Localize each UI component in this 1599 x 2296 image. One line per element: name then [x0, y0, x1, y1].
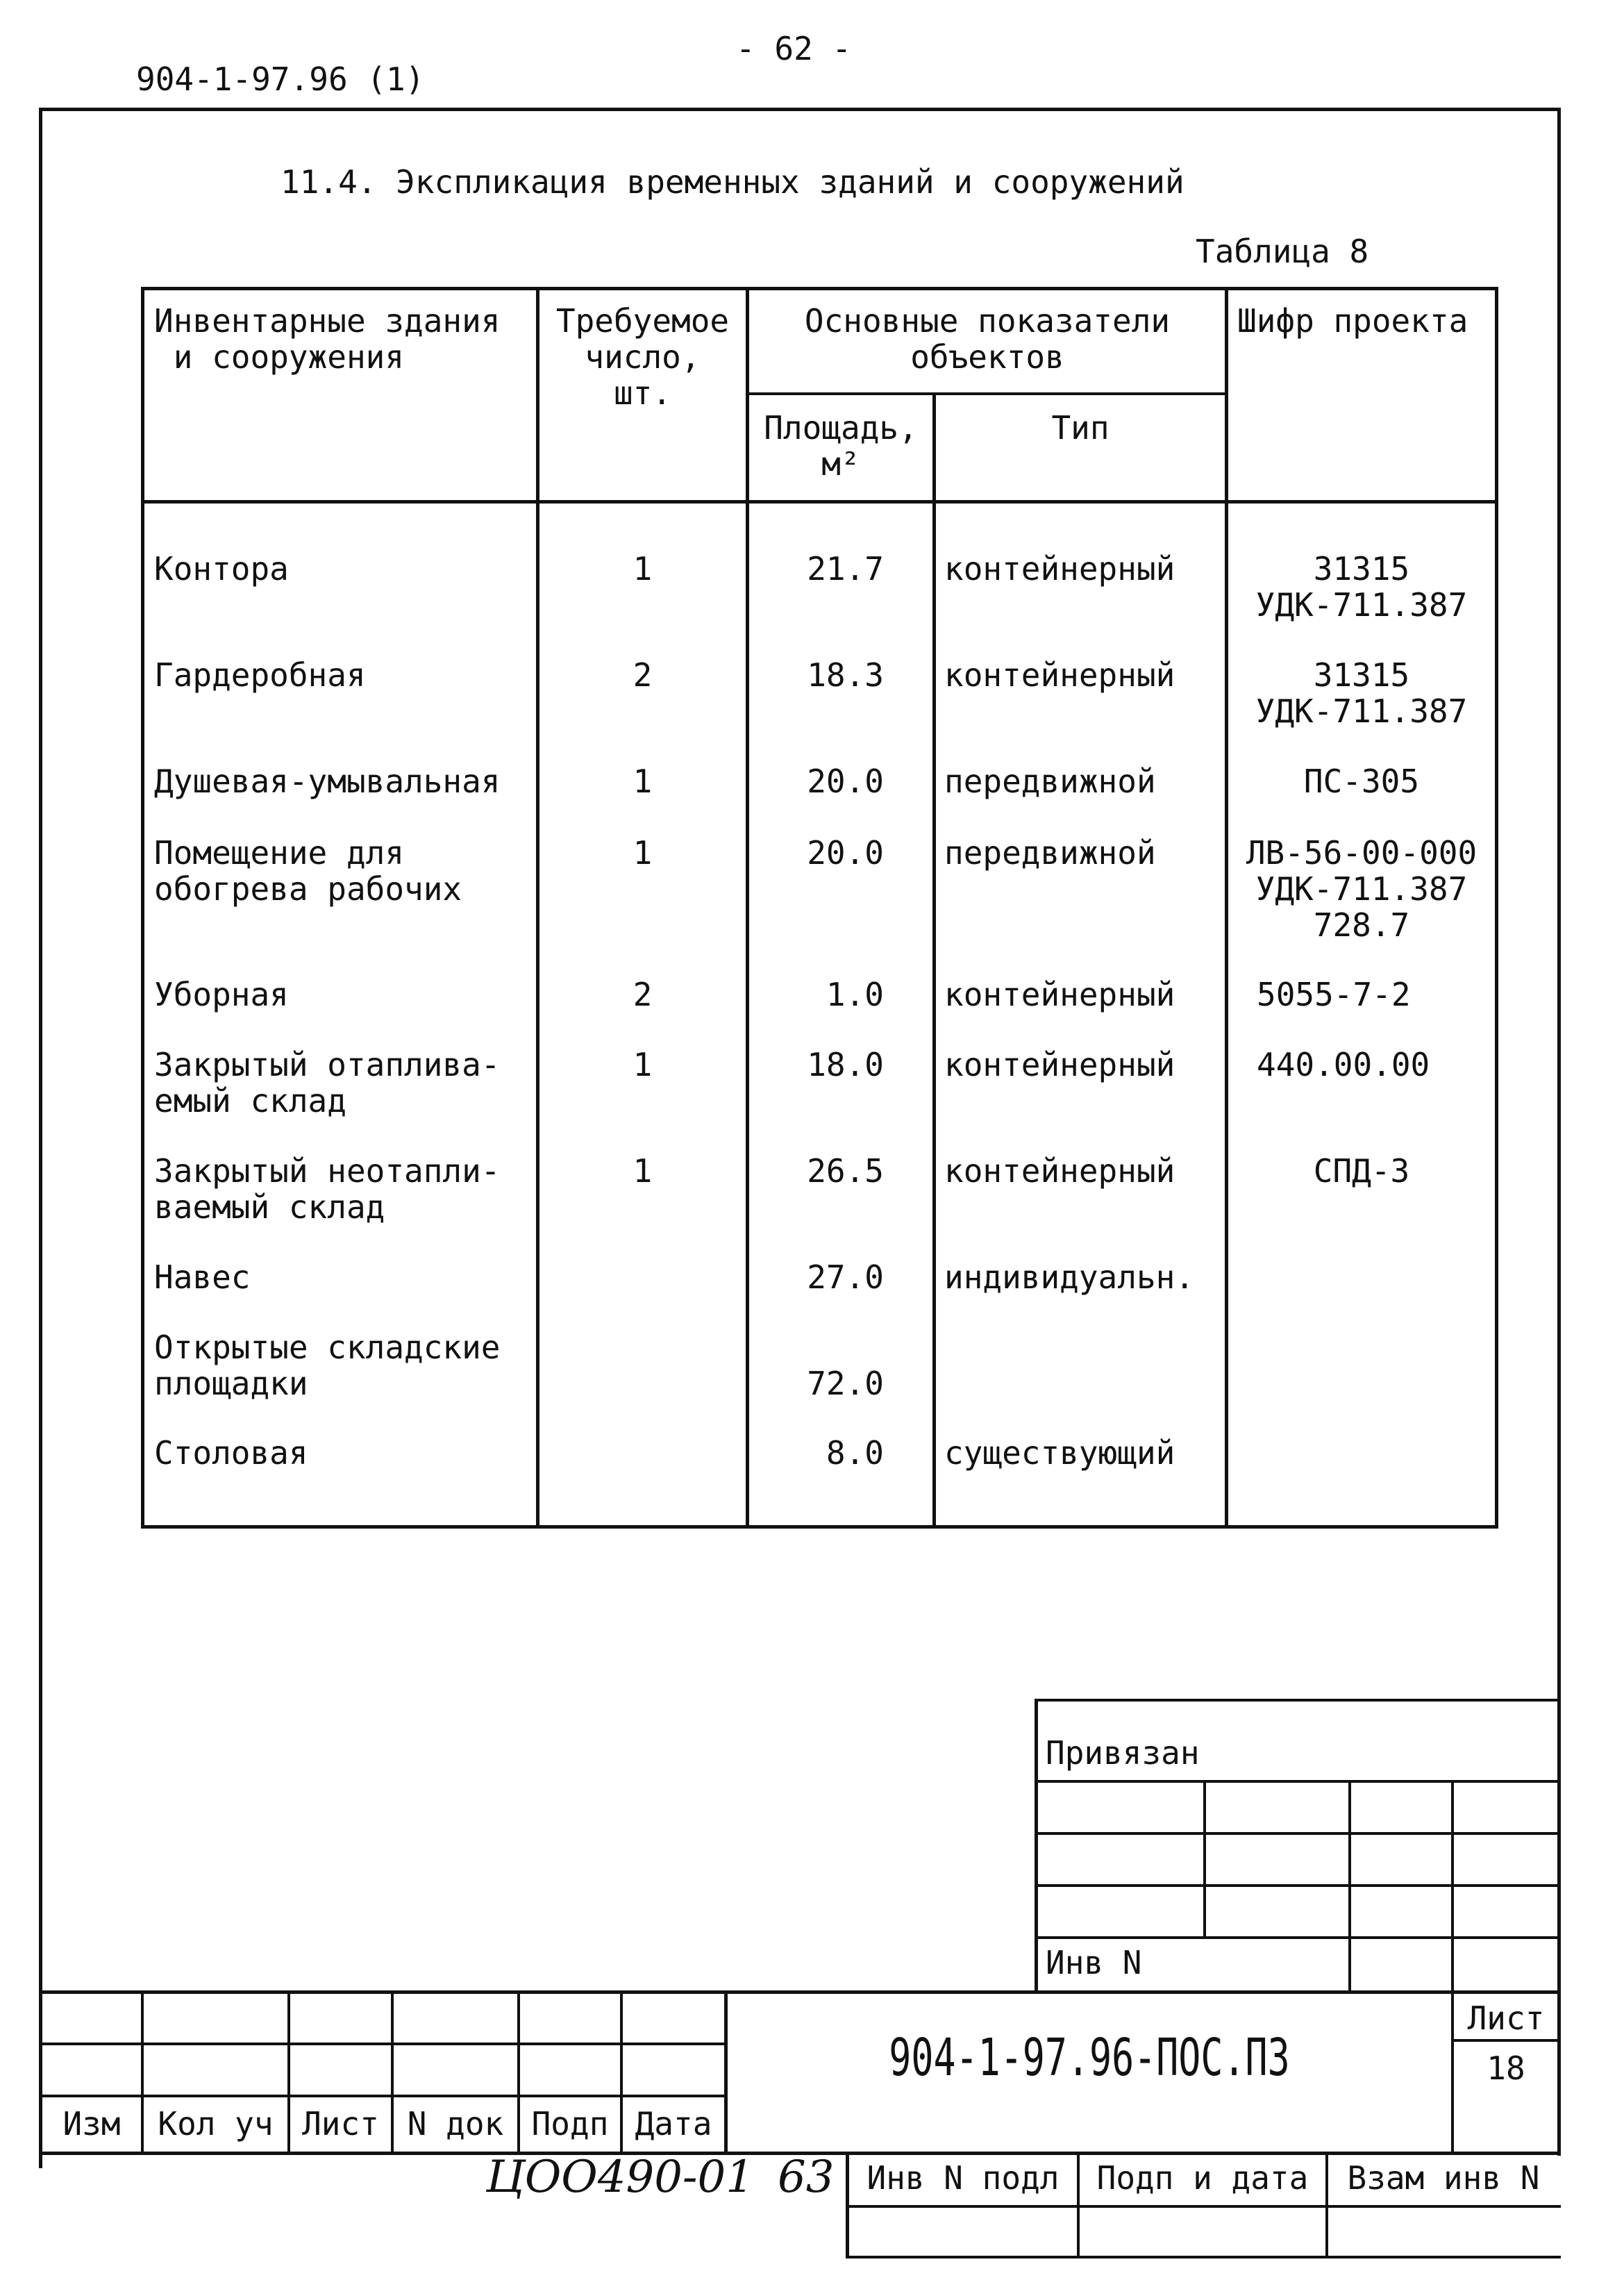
row-code: 440.00.00	[1257, 1046, 1430, 1083]
sheet-number: 18	[1487, 2049, 1525, 2087]
row-area: 18.0	[807, 1046, 884, 1083]
row-name: Душевая-умывальная	[154, 763, 501, 800]
row-name: Контора	[154, 550, 289, 588]
doc-designation: 904-1-97.96-ПОС.ПЗ	[889, 2028, 1290, 2088]
row-area: 27.0	[807, 1258, 884, 1296]
bound-label: Привязан	[1046, 1734, 1200, 1772]
inv-podl-label: Инв N подл	[867, 2159, 1060, 2197]
inv-no-label: Инв N	[1046, 1944, 1142, 1981]
row-type: контейнерный	[944, 656, 1175, 694]
row-name: Помещение для обогрева рабочих	[154, 834, 462, 908]
row-name: Столовая	[154, 1434, 308, 1472]
header-indicators: Основные показатели объектов	[804, 302, 1171, 376]
row-count: 2	[633, 976, 653, 1013]
row-type: индивидуальн.	[944, 1258, 1195, 1296]
row-area: 8.0	[826, 1434, 884, 1472]
row-type: существующий	[944, 1434, 1175, 1472]
row-code: 31315 УДК-711.387	[1255, 550, 1468, 624]
row-code: 31315 УДК-711.387	[1255, 656, 1468, 730]
header-type: Тип	[1051, 409, 1110, 447]
header-area: Площадь, м²	[764, 409, 918, 483]
row-count: 1	[633, 763, 653, 800]
row-name: Уборная	[154, 976, 289, 1013]
row-name: Открытые складские площадки	[154, 1329, 501, 1402]
row-type: контейнерный	[944, 976, 1175, 1013]
header-building: Инвентарные здания и сооружения	[154, 302, 501, 376]
col-label-n-dok: N док	[407, 2105, 504, 2143]
row-area: 1.0	[826, 976, 884, 1013]
row-type: контейнерный	[944, 550, 1175, 588]
row-type: контейнерный	[944, 1046, 1175, 1083]
row-area: 72.0	[807, 1365, 884, 1402]
row-code: ЛВ-56-00-000 УДК-711.387 728.7	[1246, 834, 1477, 944]
row-area: 21.7	[807, 550, 884, 588]
row-type: передвижной	[944, 834, 1156, 872]
vzam-inv-label: Взам инв N	[1347, 2159, 1540, 2197]
row-count: 1	[633, 834, 653, 872]
row-code: СПД-3	[1313, 1152, 1410, 1190]
row-type: передвижной	[944, 763, 1156, 800]
section-title: 11.4. Экспликация временных зданий и сооружений	[281, 163, 1184, 201]
row-name: Навес	[154, 1258, 251, 1296]
header-count: Требуемое число, шт.	[555, 302, 730, 412]
page-number: - 62 -	[736, 30, 852, 67]
col-label-izm: Изм	[62, 2105, 121, 2143]
sheet-label: Лист	[1467, 1999, 1545, 2037]
row-area: 26.5	[807, 1152, 884, 1190]
row-count: 1	[633, 1152, 653, 1190]
col-label-data: Дата	[635, 2105, 712, 2143]
row-count: 1	[633, 1046, 653, 1083]
header-code: Шифр проекта	[1237, 302, 1468, 340]
handwritten-number: 63	[778, 2152, 835, 2203]
handwritten-code: ЦОО490-01	[486, 2152, 754, 2203]
table-label: Таблица 8	[1196, 233, 1369, 270]
col-label-list: Лист	[302, 2105, 379, 2143]
row-count: 1	[633, 550, 653, 588]
row-type: контейнерный	[944, 1152, 1175, 1190]
row-count: 2	[633, 656, 653, 694]
doc-code-top: 904-1-97.96 (1)	[136, 60, 425, 98]
row-name: Закрытый неотапли- ваемый склад	[154, 1152, 501, 1226]
row-code: 5055-7-2	[1257, 976, 1411, 1013]
podp-data-label: Подп и дата	[1096, 2159, 1309, 2197]
col-label-kol-uch: Кол уч	[158, 2105, 274, 2143]
col-label-podp: Подп	[531, 2105, 609, 2143]
row-name: Закрытый отаплива- емый склад	[154, 1046, 501, 1120]
row-area: 20.0	[807, 763, 884, 800]
row-area: 18.3	[807, 656, 884, 694]
row-name: Гардеробная	[154, 656, 366, 694]
row-code: ПС-305	[1303, 763, 1420, 800]
row-area: 20.0	[807, 834, 884, 872]
